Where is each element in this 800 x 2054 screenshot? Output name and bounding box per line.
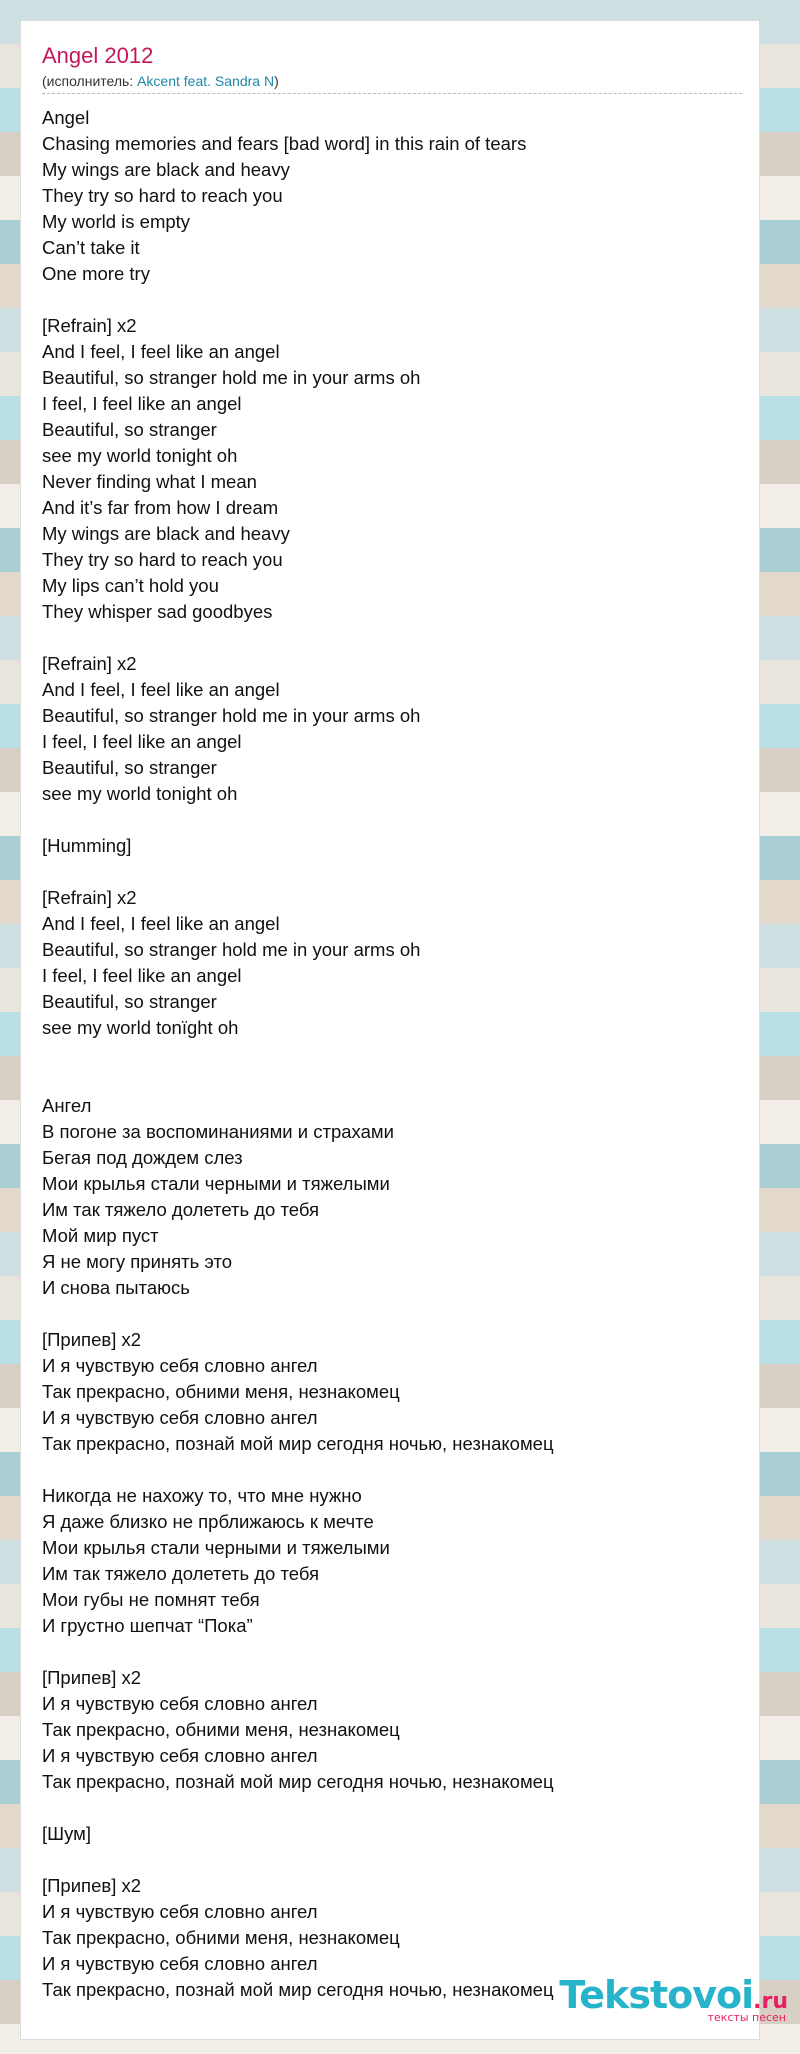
- lyric-line: And I feel, I feel like an angel: [42, 913, 280, 934]
- lyric-line: [Refrain] x2: [42, 315, 137, 336]
- lyric-line: My wings are black and heavy: [42, 159, 290, 180]
- lyric-line: Angel: [42, 107, 90, 128]
- lyric-line: [Refrain] x2: [42, 887, 137, 908]
- lyric-line: Им так тяжело долететь до тебя: [42, 1199, 320, 1220]
- lyric-line: [42, 1041, 742, 1067]
- lyric-line: [42, 1847, 742, 1873]
- lyric-line: see my world tonight oh: [42, 445, 238, 466]
- lyric-line: Chasing memories and fears [bad word] in this rain of tears: [42, 133, 527, 154]
- lyric-line: see my world tonight oh: [42, 783, 238, 804]
- lyric-line: И я чувствую себя словно ангел: [42, 1355, 318, 1376]
- lyric-line: I feel, I feel like an angel: [42, 965, 242, 986]
- lyric-line: И грустно шепчат “Пока”: [42, 1615, 253, 1636]
- lyrics-card: [20, 20, 760, 2040]
- performer-prefix: (исполнитель:: [42, 73, 138, 89]
- lyric-line: [Шум]: [42, 1823, 91, 1844]
- performer-line: [42, 73, 279, 89]
- lyric-line: [42, 807, 742, 833]
- lyric-line: В погоне за воспоминаниями и страхами: [42, 1121, 394, 1142]
- lyric-line: They try so hard to reach you: [42, 549, 283, 570]
- lyric-line: Им так тяжело долететь до тебя: [42, 1563, 320, 1584]
- lyric-line: [Припев] x2: [42, 1667, 142, 1688]
- lyric-line: Beautiful, so stranger hold me in your arms oh: [42, 939, 421, 960]
- lyric-line: [42, 1301, 742, 1327]
- lyric-line: Я не могу принять это: [42, 1251, 233, 1272]
- lyric-line: Так прекрасно, познай мой мир сегодня ночью, незнакомец: [42, 1979, 554, 2000]
- lyric-line: И я чувствую себя словно ангел: [42, 1953, 318, 1974]
- performer-link[interactable]: Akcent feat. Sandra N: [137, 73, 275, 89]
- lyric-line: My lips can’t hold you: [42, 575, 219, 596]
- lyric-line: Can’t take it: [42, 237, 140, 258]
- lyric-line: Beautiful, so stranger hold me in your arms oh: [42, 367, 421, 388]
- lyric-line: [42, 859, 742, 885]
- lyric-line: And I feel, I feel like an angel: [42, 341, 280, 362]
- lyric-line: Beautiful, so stranger: [42, 991, 217, 1012]
- lyric-line: [Припев] x2: [42, 1875, 142, 1896]
- lyric-line: [42, 1639, 742, 1665]
- lyric-line: Ангел: [42, 1095, 92, 1116]
- lyric-line: They whisper sad goodbyes: [42, 601, 273, 622]
- lyric-line: They try so hard to reach you: [42, 185, 283, 206]
- lyric-line: Я даже близко не прближаюсь к мечте: [42, 1511, 374, 1532]
- lyric-line: [42, 287, 742, 313]
- lyric-line: And it’s far from how I dream: [42, 497, 279, 518]
- divider: [42, 93, 742, 94]
- lyric-line: [42, 625, 742, 651]
- lyric-line: Бегая под дождем слез: [42, 1147, 243, 1168]
- lyric-line: My world is empty: [42, 211, 191, 232]
- logo-main-text: Tekstovoi: [559, 1973, 754, 2017]
- lyric-line: Так прекрасно, познай мой мир сегодня ночью, незнакомец: [42, 1771, 554, 1792]
- lyric-line: Так прекрасно, обними меня, незнакомец: [42, 1381, 400, 1402]
- lyric-line: My wings are black and heavy: [42, 523, 290, 544]
- lyric-line: Мои крылья стали черными и тяжелыми: [42, 1173, 390, 1194]
- lyric-line: Так прекрасно, обними меня, незнакомец: [42, 1719, 400, 1740]
- lyric-line: [42, 1457, 742, 1483]
- lyric-line: I feel, I feel like an angel: [42, 393, 242, 414]
- lyric-line: Beautiful, so stranger: [42, 757, 217, 778]
- lyric-line: [Humming]: [42, 835, 132, 856]
- lyric-line: Так прекрасно, познай мой мир сегодня ночью, незнакомец: [42, 1433, 554, 1454]
- lyric-line: see my world tonïght oh: [42, 1017, 239, 1038]
- lyric-line: И я чувствую себя словно ангел: [42, 1693, 318, 1714]
- lyric-line: И я чувствую себя словно ангел: [42, 1901, 318, 1922]
- lyric-line: Так прекрасно, обними меня, незнакомец: [42, 1927, 400, 1948]
- lyric-line: Никогда не нахожу то, что мне нужно: [42, 1485, 362, 1506]
- lyric-line: Beautiful, so stranger: [42, 419, 217, 440]
- lyric-line: Мои крылья стали черными и тяжелыми: [42, 1537, 390, 1558]
- site-logo[interactable]: [559, 1973, 788, 2024]
- lyric-line: И снова пытаюсь: [42, 1277, 190, 1298]
- song-title: Angel 2012: [42, 43, 154, 68]
- lyric-line: Beautiful, so stranger hold me in your arms oh: [42, 705, 421, 726]
- lyric-line: [42, 1067, 742, 1093]
- performer-suffix: ): [274, 73, 279, 89]
- lyric-line: I feel, I feel like an angel: [42, 731, 242, 752]
- lyric-line: Мой мир пуст: [42, 1225, 159, 1246]
- lyrics-text: [42, 105, 742, 2003]
- lyric-line: И я чувствую себя словно ангел: [42, 1407, 318, 1428]
- lyric-line: Мои губы не помнят тебя: [42, 1589, 260, 1610]
- lyric-line: [42, 1795, 742, 1821]
- lyric-line: One more try: [42, 263, 150, 284]
- lyric-line: [Припев] x2: [42, 1329, 142, 1350]
- lyric-line: И я чувствую себя словно ангел: [42, 1745, 318, 1766]
- logo-tld: .ru: [753, 1989, 788, 2014]
- lyric-line: Never finding what I mean: [42, 471, 257, 492]
- lyric-line: And I feel, I feel like an angel: [42, 679, 280, 700]
- logo-tagline: тексты песен: [707, 2011, 786, 2024]
- lyric-line: [Refrain] x2: [42, 653, 137, 674]
